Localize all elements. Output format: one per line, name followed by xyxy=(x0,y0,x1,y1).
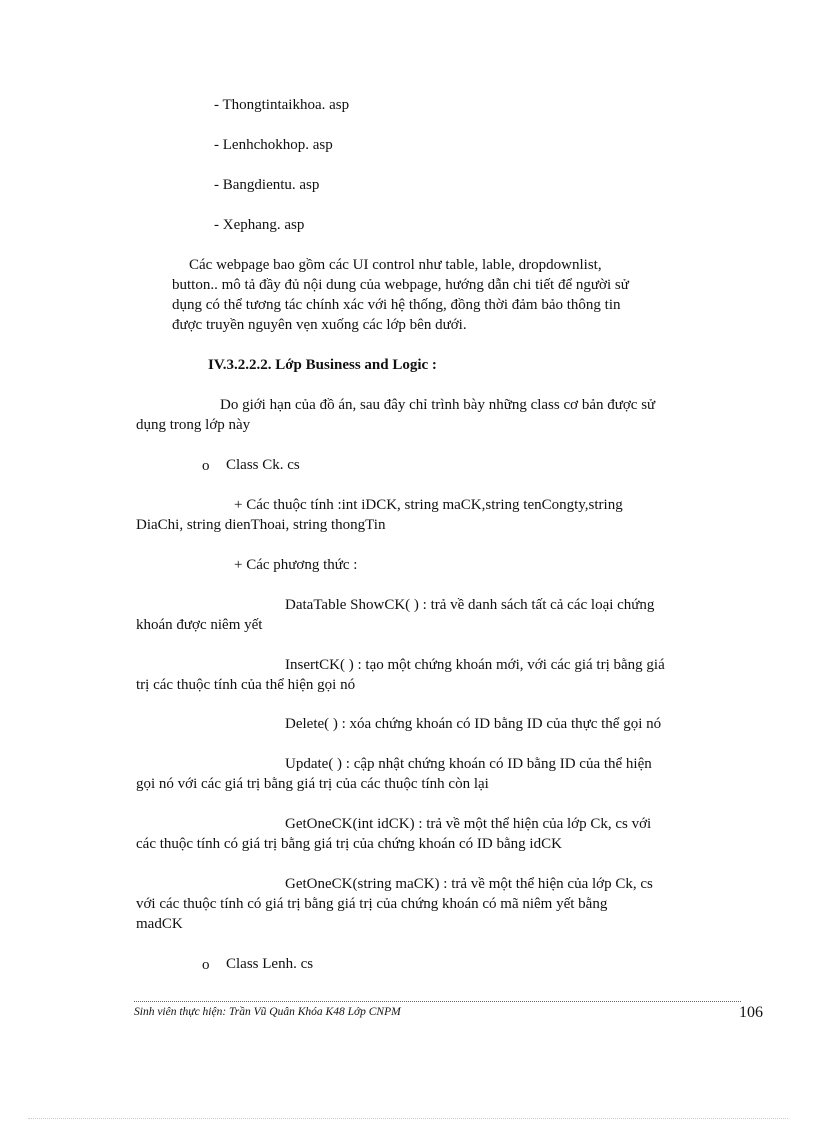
method-line: trị các thuộc tính của thể hiện gọi nó xyxy=(136,677,356,693)
class-name: Class Ck. cs xyxy=(226,457,300,473)
desc-line: dụng trong lớp này xyxy=(136,417,251,433)
method-line: với các thuộc tính có giá trị bằng giá trị của chứng khoán có mã niêm yết bằng xyxy=(136,896,608,912)
method-line: khoán được niêm yết xyxy=(136,617,263,633)
intro-line: được truyền nguyên vẹn xuống các lớp bên dưới. xyxy=(172,317,467,333)
attrs-line: DiaChi, string dienThoai, string thongTin xyxy=(136,517,386,533)
file-item: - Thongtintaikhoa. asp xyxy=(214,97,350,113)
intro-line: button.. mô tả đầy đủ nội dung của webpage, hướng dẫn chi tiết để người sử xyxy=(172,277,629,293)
attrs-line: + Các thuộc tính :int iDCK, string maCK,string tenCongty,string xyxy=(234,497,623,513)
footer-divider xyxy=(134,1001,741,1002)
method-line: Delete( ) : xóa chứng khoán có ID bằng ID của thực thể gọi nó xyxy=(285,716,662,732)
method-line: DataTable ShowCK( ) : trả về danh sách tất cả các loại chứng xyxy=(285,597,655,613)
method-line: madCK xyxy=(136,916,183,932)
file-item: - Lenhchokhop. asp xyxy=(214,137,333,153)
page-number: 106 xyxy=(739,1004,763,1021)
section-heading: IV.3.2.2.2. Lớp Business and Logic : xyxy=(208,357,437,373)
page-bottom-divider xyxy=(28,1118,788,1119)
file-item: - Xephang. asp xyxy=(214,217,305,233)
method-line: gọi nó với các giá trị bằng giá trị của các thuộc tính còn lại xyxy=(136,776,489,792)
method-line: GetOneCK(string maCK) : trả về một thể hiện của lớp Ck, cs xyxy=(285,876,653,892)
bullet-o-icon: o xyxy=(202,957,210,973)
file-item: - Bangdientu. asp xyxy=(214,177,320,193)
method-line: InsertCK( ) : tạo một chứng khoán mới, với các giá trị bằng giá xyxy=(285,657,665,673)
footer-author: Sinh viên thực hiện: Trần Vũ Quân Khóa K48 Lớp CNPM xyxy=(134,1006,401,1018)
class-name: Class Lenh. cs xyxy=(226,956,314,972)
methods-label: + Các phương thức : xyxy=(234,557,358,573)
intro-line: dụng có thể tương tác chính xác với hệ thống, đồng thời đảm bảo thông tin xyxy=(172,297,621,313)
intro-line: Các webpage bao gồm các UI control như table, lable, dropdownlist, xyxy=(189,257,602,273)
method-line: GetOneCK(int idCK) : trả về một thể hiện của lớp Ck, cs với xyxy=(285,816,652,832)
bullet-o-icon: o xyxy=(202,458,210,474)
method-line: các thuộc tính có giá trị bằng giá trị của chứng khoán có ID bằng idCK xyxy=(136,836,562,852)
method-line: Update( ) : cập nhật chứng khoán có ID bằng ID của thể hiện xyxy=(285,756,652,772)
desc-line: Do giới hạn của đồ án, sau đây chỉ trình bày những class cơ bản được sử xyxy=(220,397,656,413)
